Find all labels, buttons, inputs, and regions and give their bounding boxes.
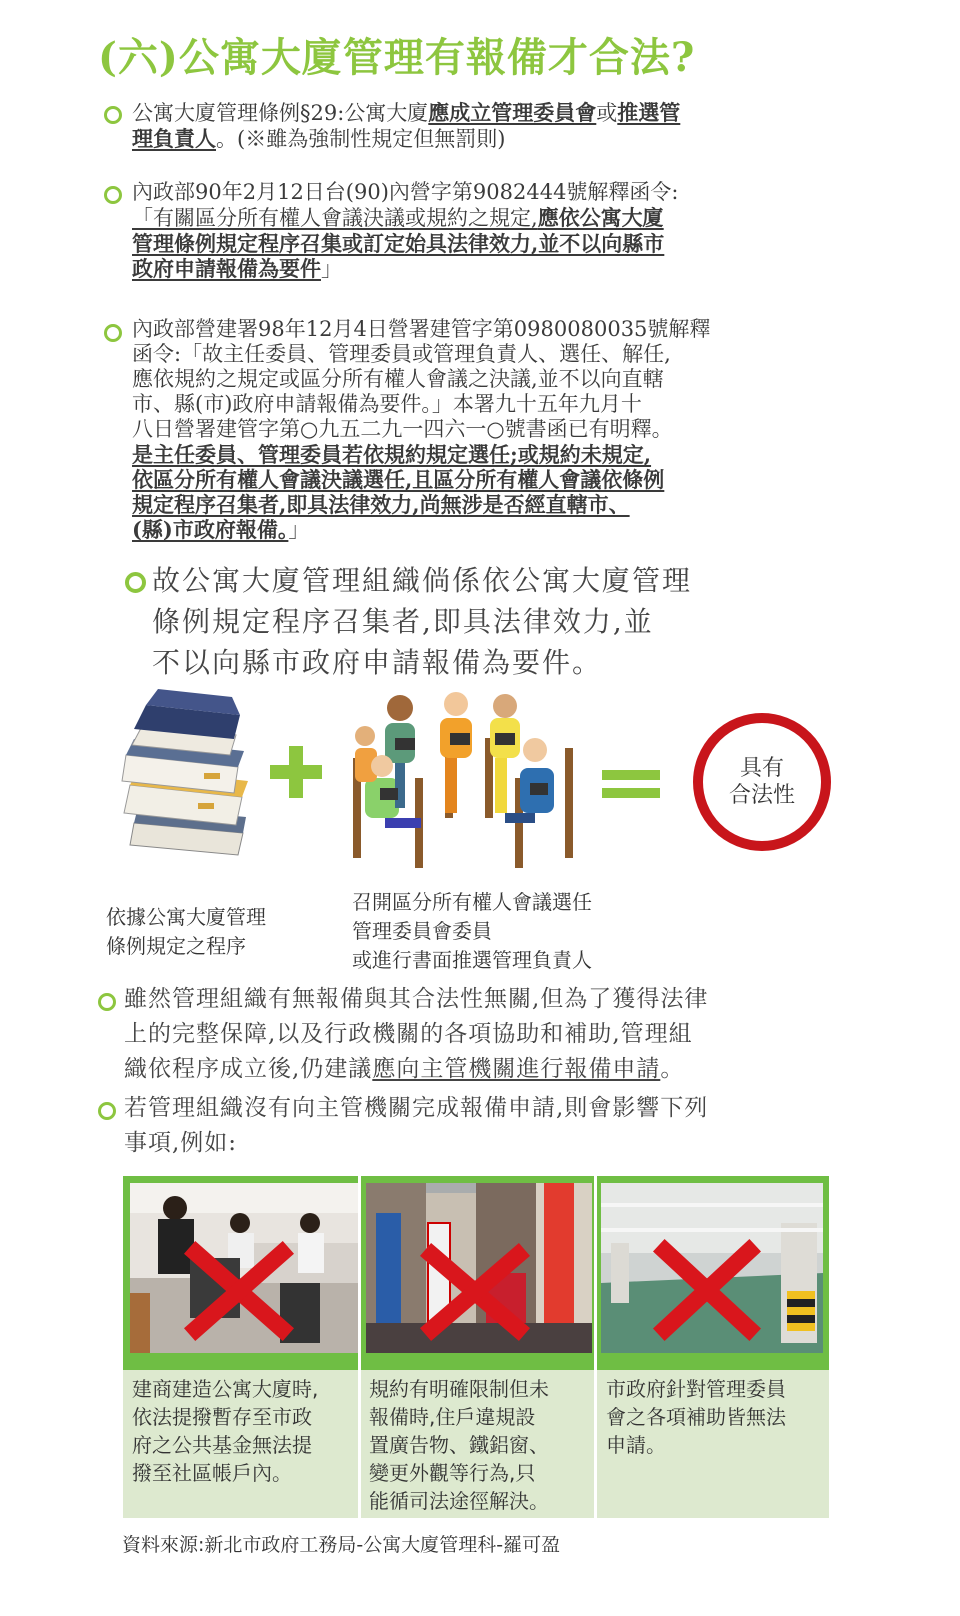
office-photo bbox=[130, 1183, 358, 1353]
table-cell-public-fund: 建商建造公寓大廈時, 依法提撥暫存至市政 府之公共基金無法提 撥至社區帳戶內。 bbox=[132, 1377, 319, 1485]
equals-icon-top bbox=[602, 770, 660, 780]
bullet-icon bbox=[104, 106, 122, 124]
caption-meeting: 召開區分所有權人會議選任 管理委員會委員 或進行書面推選管理負責人 bbox=[352, 890, 592, 972]
meeting-people-icon bbox=[335, 688, 595, 878]
plus-icon-v bbox=[289, 746, 303, 798]
parking-garage-photo bbox=[601, 1183, 823, 1353]
bullet-icon bbox=[98, 1102, 116, 1120]
table-cell-subsidy: 市政府針對管理委員 會之各項補助皆無法 申請。 bbox=[606, 1377, 786, 1457]
paragraph-interpretation-98: 內政部營建署98年12月4日營署建管字第0980080035號解釋 函令:「故主任委員、管理委員或管理負責人、選任、解任, 應依規約之規定或區分所有權人會議之決議,並不以向直轄 市、縣(市)政府申請報備為要件。」本署九十五年九月十 八日營署建管字第○九五二九一四六一○號書函已有明釋。 是主任委員、管理委員若依規約規定選任;或規約未規定, 依區分所有權人會議決議選任,且區分所有權人會議依條例 規定程序召集者,即具法律效力,尚無涉是否經直轄市、 (縣)市政府報備。」 bbox=[132, 317, 711, 542]
bullet-icon bbox=[98, 993, 116, 1011]
street-signs-photo bbox=[366, 1183, 592, 1353]
paragraph-recommendation: 雖然管理組織有無報備與其合法性無關,但為了獲得法律 上的完整保障,以及行政機關的各項協助和補助,管理組 織依程序成立後,仍建議應向主管機關進行報備申請。 bbox=[124, 986, 709, 1082]
table-divider bbox=[358, 1176, 361, 1518]
legality-result-label: 具有 合法性 bbox=[728, 756, 795, 808]
caption-procedure: 依據公寓大廈管理 條例規定之程序 bbox=[106, 905, 266, 958]
bullet-icon bbox=[125, 572, 146, 593]
source-credit: 資料來源:新北市政府工務局-公寓大廈管理科-羅可盈 bbox=[122, 1534, 561, 1556]
conclusion-text: 故公寓大廈管理組織倘係依公寓大廈管理 條例規定程序召集者,即具法律效力,並 不以向縣市政府申請報備為要件。 bbox=[152, 564, 693, 679]
page-title: (六)公寓大廈管理有報備才合法? bbox=[98, 34, 696, 81]
paragraph-consequences: 若管理組織沒有向主管機關完成報備申請,則會影響下列 事項,例如: bbox=[124, 1095, 709, 1156]
bullet-icon bbox=[104, 324, 122, 342]
paragraph-article-29: 公寓大廈管理條例§29:公寓大廈應成立管理委員會或推選管 理負責人。(※雖為強制性規定但無罰則) bbox=[132, 100, 681, 151]
paragraph-interpretation-90: 內政部90年2月12日台(90)內營字第9082444號解釋函令: 「有關區分所有權人會議決議或規約之規定,應依公寓大廈 管理條例規定程序召集或訂定始具法律效力,並不以向縣市 政府申請報備為要件」 bbox=[132, 180, 679, 281]
equals-icon-bottom bbox=[602, 788, 660, 798]
bullet-icon bbox=[104, 186, 122, 204]
law-books-icon bbox=[118, 685, 258, 865]
table-divider bbox=[594, 1176, 597, 1518]
table-cell-violations: 規約有明確限制但未 報備時,住戶違規設 置廣告物、鐵鋁窗、 變更外觀等行為,只 能循司法途徑解決。 bbox=[369, 1377, 549, 1513]
